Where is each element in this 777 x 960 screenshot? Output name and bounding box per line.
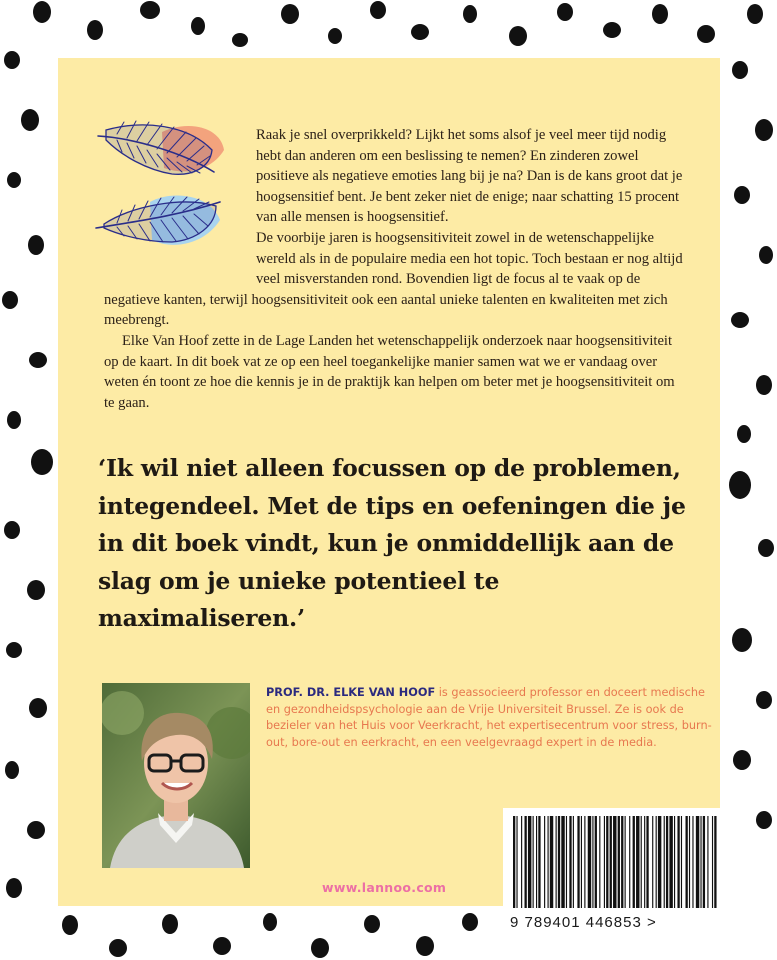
barcode-bar (658, 816, 661, 908)
barcode-bar (521, 816, 522, 908)
barcode-bar (533, 816, 534, 908)
barcode-bar (656, 816, 657, 908)
barcode-bar (561, 816, 564, 908)
barcode-bar (636, 816, 639, 908)
barcode-bar (513, 816, 515, 908)
barcode-bar (525, 816, 527, 908)
barcode (503, 808, 725, 913)
barcode-bar (548, 816, 549, 908)
barcode-bar (566, 816, 567, 908)
barcode-bar (569, 816, 571, 908)
barcode-bar (703, 816, 705, 908)
barcode-bar (700, 816, 701, 908)
barcode-bar (714, 816, 716, 908)
barcode-bar (584, 816, 585, 908)
barcode-bar (528, 816, 531, 908)
barcode-bar (677, 816, 679, 908)
barcode-bar (712, 816, 713, 908)
barcode-bar (606, 816, 608, 908)
author-quote: ‘Ik wil niet alleen focussen op de problemen, integendeel. Met de tips en oefeningen die je in dit boek vindt, kun je onmiddellijk aan de slag om je unieke potentieel te maximaliseren.’ (98, 454, 686, 632)
barcode-bar (625, 816, 626, 908)
barcode-bar (696, 816, 699, 908)
barcode-bar (599, 816, 600, 908)
barcode-bar (707, 816, 708, 908)
barcode-bar (556, 816, 557, 908)
blurb-paragraph-2: De voorbije jaren is hoogsensitiviteit zowel in de wetenschappelijke wereld als in de populaire media een hot topic. Toch bestaan er nog altijd veel misverstanden rond. Bovendien ligt de focus al te vaak op de negatieve kanten, terwijl hoogsensitiviteit ook een aantal unieke talenten en kwaliteiten met zich meebrengt. (104, 229, 683, 329)
barcode-bar (629, 816, 630, 908)
barcode-bar (686, 816, 688, 908)
barcode-bar (581, 816, 582, 908)
feather-spacer (104, 125, 256, 273)
barcode-bar (613, 816, 616, 908)
blurb-paragraph-1: Raak je snel overprikkeld? Lijkt het soms alsof je veel meer tijd nodig hebt dan anderen om een beslissing te nemen? En zinderen zowel positieve als negatieve emoties lang bij je na? Dan is de kans groot dat je hoogsensitief bent. Je bent zeker niet de enige; naar schatting 15 procent van alle mensen is hoogsensitief. (256, 127, 683, 226)
barcode-bar (692, 816, 693, 908)
author-bio-text: is geassocieerd professor en doceert medische en gezondheidspsychologie aan de Vrije Universiteit Brussel. Ze is ook de bezieler van het Huis voor Veerkracht, het expertisecentrum voor stress, burn-out, bore-out en eerkracht, en een veelgevraagd expert in de media. (266, 686, 712, 749)
barcode-bar (550, 816, 553, 908)
barcode-bar (595, 816, 597, 908)
barcode-bar (641, 816, 642, 908)
back-cover-blurb (104, 125, 686, 413)
barcode-bar (669, 816, 672, 908)
barcode-bar (536, 816, 537, 908)
barcode-bar (588, 816, 591, 908)
blurb-paragraph-3: Elke Van Hoof zette in de Lage Landen het wetenschappelijk onderzoek naar hoogsensitiviteit op de kaart. In dit boek vat ze op een heel toegankelijke manier samen wat we er vandaag over weten én toont ze hoe die kennis je in de praktijk kan helpen om beter met je hoogsensitiviteit om te gaan. (104, 332, 675, 411)
author-photo (102, 683, 250, 868)
barcode-bar (644, 816, 645, 908)
barcode-bar (664, 816, 665, 908)
barcode-bar (618, 816, 620, 908)
barcode-bar (689, 816, 690, 908)
barcode-bar (674, 816, 675, 908)
isbn-number: 9 789401 446853 > (510, 914, 657, 931)
barcode-bar (573, 816, 574, 908)
author-bio (266, 685, 712, 751)
publisher-url[interactable]: www.lannoo.com (322, 880, 447, 895)
barcode-bar (538, 816, 540, 908)
barcode-bar (681, 816, 682, 908)
barcode-bar (666, 816, 668, 908)
barcode-bar (558, 816, 560, 908)
author-name: PROF. DR. ELKE VAN HOOF (266, 686, 436, 699)
barcode-bar (633, 816, 635, 908)
barcode-bar (621, 816, 623, 908)
barcode-bar (604, 816, 605, 908)
barcode-bar (610, 816, 612, 908)
barcode-bar (516, 816, 517, 908)
barcode-bar (544, 816, 545, 908)
barcode-bar (592, 816, 593, 908)
barcode-bar (646, 816, 648, 908)
barcode-bar (577, 816, 579, 908)
barcode-bar (652, 816, 653, 908)
